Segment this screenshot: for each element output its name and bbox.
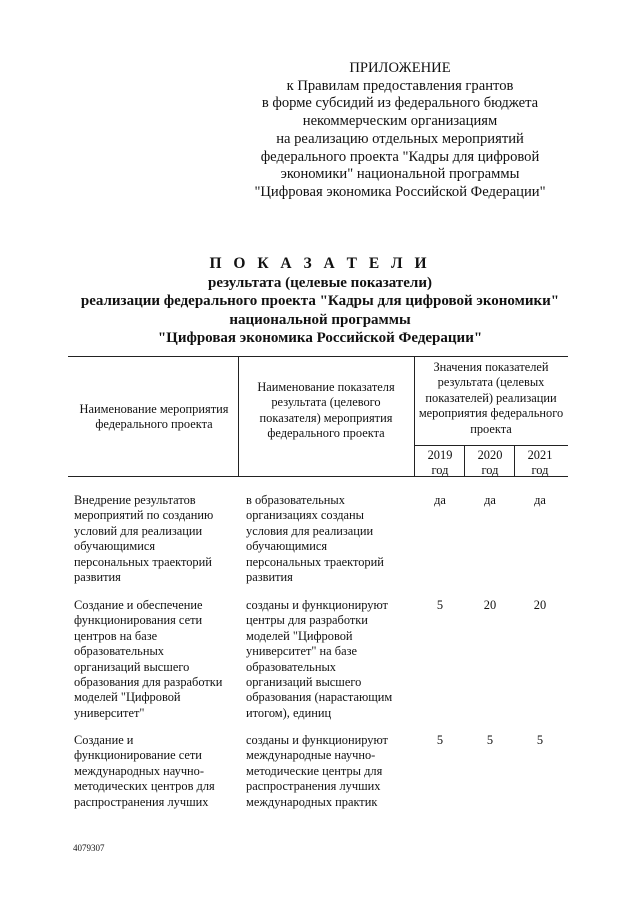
cell-line: образования (нарастающим: [246, 690, 393, 705]
header-year-2020: [466, 448, 514, 479]
title-line: "Цифровая экономика Российской Федерации": [157, 330, 483, 346]
cell-line: персональных траекторий: [74, 554, 212, 569]
years-top-rule: [414, 445, 568, 446]
cell-line: условий для реализации: [74, 523, 203, 538]
cell-line: распространения лучших: [246, 779, 381, 794]
header-year-2019: [416, 448, 464, 479]
cell-line: международных практик: [246, 794, 378, 809]
cell-line: моделей "Цифровой: [74, 690, 181, 705]
cell-line: созданы и функционируют: [246, 598, 388, 612]
table-row-2-value-2020: 20: [483, 598, 497, 612]
year-number: 2021: [527, 448, 553, 462]
cell-line: Внедрение результатов: [74, 493, 196, 507]
header-year-2021: [516, 448, 564, 479]
year-unit: год: [531, 463, 549, 478]
cell-line: образовательных: [74, 644, 164, 659]
cell-line: организаций высшего: [246, 675, 362, 690]
cell-line: образовательных: [246, 659, 336, 674]
cell-line: развития: [74, 570, 121, 585]
table-row-1-indicator: [246, 493, 411, 585]
table-row-3-value-2019: 5: [436, 733, 444, 747]
table-row-2-value-2019: 5: [436, 598, 444, 612]
cell-line: развития: [246, 570, 293, 585]
cell-line: условия для реализации: [246, 523, 374, 538]
cell-line: образования для разработки: [74, 675, 223, 690]
table-row-1-value-2019: да: [434, 493, 446, 507]
appendix-line: в форме субсидий из федерального бюджета: [261, 95, 539, 112]
title-line: реализации федерального проекта "Кадры для цифровой экономики": [80, 293, 560, 309]
cell-line: международные научно-: [246, 748, 376, 763]
year-divider: [514, 445, 515, 476]
cell-line: функционирования сети: [74, 613, 203, 628]
cell-line: обучающимися: [246, 539, 328, 554]
cell-line: университет": [74, 705, 145, 720]
table-row-1-value-2021: да: [534, 493, 546, 507]
appendix-header: [230, 60, 570, 202]
table-row-3-value-2021: 5: [536, 733, 544, 747]
cell-line: функционирование сети: [74, 748, 202, 763]
header-values-group: Значения показателей результата (целевых показателей) реализации мероприятия федерального проекта: [418, 360, 564, 436]
year-unit: год: [431, 463, 449, 478]
cell-line: методические центры для: [246, 763, 383, 778]
cell-line: Создание и: [74, 733, 134, 747]
cell-line: персональных траекторий: [246, 554, 384, 569]
year-unit: год: [481, 463, 499, 478]
table-row-1-activity: [74, 493, 236, 585]
table-row-3-activity: [74, 733, 236, 810]
cell-line: распространения лучших: [74, 794, 209, 809]
cell-line: Создание и обеспечение: [74, 598, 203, 612]
year-number: 2020: [477, 448, 503, 462]
cell-line: мероприятий по созданию: [74, 508, 214, 523]
table-row-2-value-2021: 20: [533, 598, 547, 612]
appendix-line: некоммерческим организациям: [302, 113, 498, 130]
cell-line: обучающимися: [74, 539, 156, 554]
document-title: [40, 255, 600, 348]
document-number: 4079307: [73, 843, 105, 853]
table-row-2-activity: [74, 598, 236, 721]
appendix-line: на реализацию отдельных мероприятий: [276, 130, 524, 147]
cell-line: итогом), единиц: [246, 705, 332, 720]
col-divider: [414, 356, 415, 476]
appendix-line: экономики" национальной программы: [280, 166, 520, 183]
appendix-title: ПРИЛОЖЕНИЕ: [349, 60, 451, 76]
year-divider: [464, 445, 465, 476]
appendix-line: "Цифровая экономика Российской Федерации": [254, 183, 546, 200]
table-row-3-indicator: [246, 733, 411, 810]
title-line: национальной программы: [229, 311, 411, 328]
cell-line: моделей "Цифровой: [246, 628, 353, 643]
cell-line: университет" на базе: [246, 644, 357, 659]
cell-line: методических центров для: [74, 779, 215, 794]
cell-line: центры для разработки: [246, 613, 368, 628]
title-main: П О К А З А Т Е Л И: [209, 255, 431, 272]
header-activity: Наименование мероприятия федерального проекта: [79, 402, 229, 432]
cell-line: организациях созданы: [246, 508, 365, 523]
year-number: 2019: [427, 448, 453, 462]
cell-line: центров на базе: [74, 628, 158, 643]
table-top-rule: [68, 356, 568, 357]
title-line: результата (целевые показатели): [208, 274, 432, 291]
col-divider: [238, 356, 239, 476]
header-indicator: Наименование показателя результата (целевого показателя) мероприятия федерального проекта: [257, 380, 395, 441]
table-row-2-indicator: [246, 598, 411, 721]
cell-line: в образовательных: [246, 493, 345, 507]
cell-line: организаций высшего: [74, 659, 190, 674]
appendix-line: федерального проекта "Кадры для цифровой: [260, 148, 540, 165]
cell-line: международных научно-: [74, 763, 204, 778]
table-row-3-value-2020: 5: [486, 733, 494, 747]
table-row-1-value-2020: да: [484, 493, 496, 507]
appendix-line: к Правилам предоставления грантов: [286, 77, 514, 94]
cell-line: созданы и функционируют: [246, 733, 388, 747]
